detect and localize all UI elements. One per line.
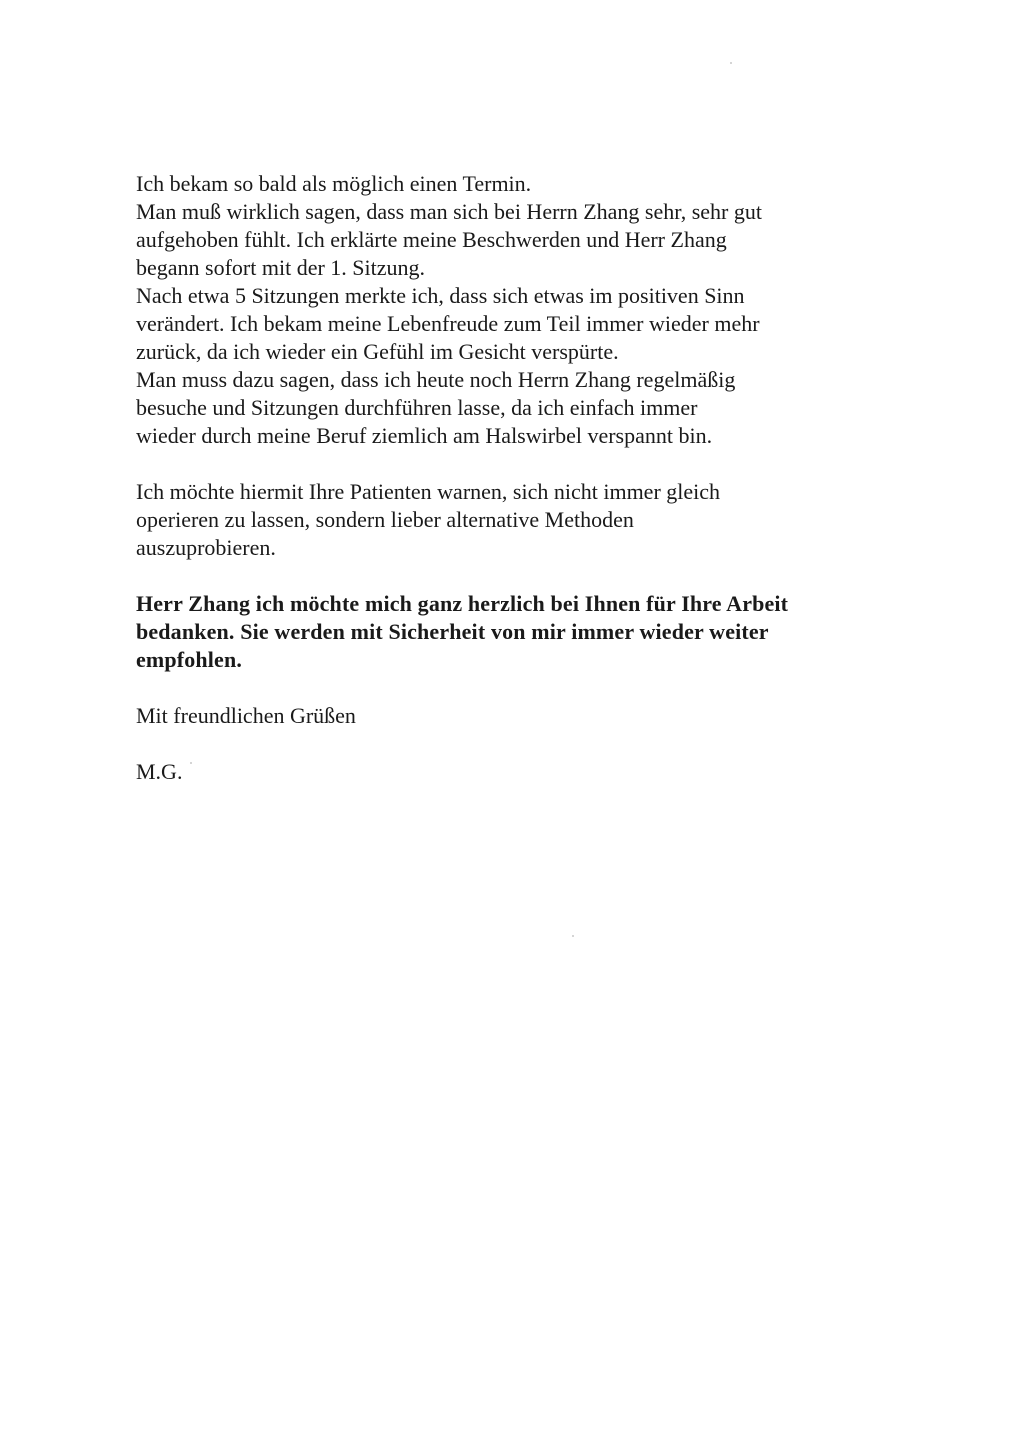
text-line: Man muss dazu sagen, dass ich heute noch Herrn Zhang regelmäßig [136,367,736,392]
text-line: bedanken. Sie werden mit Sicherheit von mir immer wieder weiter [136,619,769,644]
text-line: operieren zu lassen, sondern lieber alternative Methoden [136,507,634,532]
signature-initials: M.G. [136,759,183,784]
text-line: Man muß wirklich sagen, dass man sich bei Herrn Zhang sehr, sehr gut [136,199,762,224]
signature-block [136,758,876,786]
scan-speck [730,62,732,64]
text-line: aufgehoben fühlt. Ich erklärte meine Beschwerden und Herr Zhang [136,227,727,252]
paragraph-thanks-bold [136,590,876,674]
paragraph-warning [136,478,876,562]
text-line: begann sofort mit der 1. Sitzung. [136,255,426,280]
text-line: Ich möchte hiermit Ihre Patienten warnen, sich nicht immer gleich [136,479,721,504]
text-line: auszuprobieren. [136,535,276,560]
closing-block [136,702,876,730]
text-line: Herr Zhang ich möchte mich ganz herzlich bei Ihnen für Ihre Arbeit [136,591,789,616]
text-line: zurück, da ich wieder ein Gefühl im Gesicht verspürte. [136,339,619,364]
paragraph-appointment-and-treatment [136,170,876,450]
text-line: Nach etwa 5 Sitzungen merkte ich, dass sich etwas im positiven Sinn [136,283,745,308]
closing-salutation: Mit freundlichen Grüßen [136,703,356,728]
text-line: wieder durch meine Beruf ziemlich am Halswirbel verspannt bin. [136,423,713,448]
text-line: empfohlen. [136,647,242,672]
text-line: besuche und Sitzungen durchführen lasse, da ich einfach immer [136,395,698,420]
text-line: verändert. Ich bekam meine Lebenfreude zum Teil immer wieder mehr [136,311,760,336]
text-line: Ich bekam so bald als möglich einen Termin. [136,171,532,196]
letter-body [136,170,876,786]
scan-speck [572,935,574,937]
